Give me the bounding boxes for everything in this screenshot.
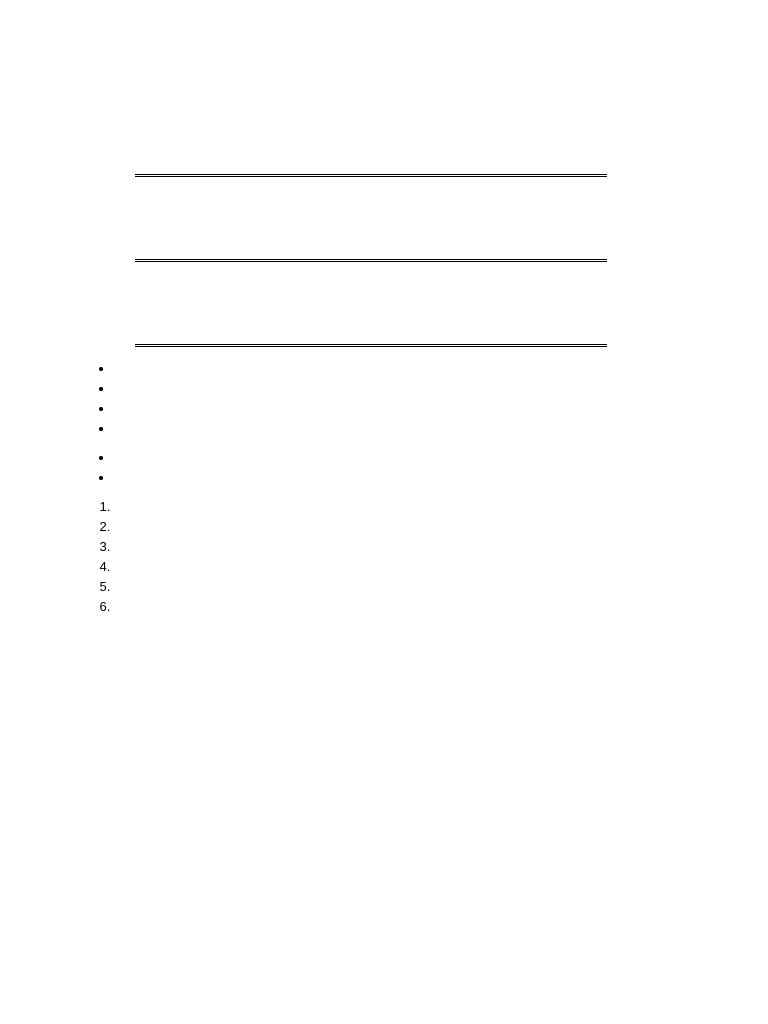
applicability-bullet: [114, 379, 680, 398]
divider-rule: [135, 259, 607, 262]
corollary-item: [114, 517, 680, 536]
corollary-item: [114, 577, 680, 596]
divider-rule: [135, 174, 607, 177]
sequence-cell: [489, 98, 607, 172]
sequence-cell: [253, 268, 371, 342]
applicability-bullet: [114, 359, 680, 378]
sequence-cell: [371, 98, 489, 172]
section-corollaries: [90, 497, 680, 616]
divider-rule: [135, 344, 607, 347]
sequence-cell: [253, 183, 371, 257]
applicability-bullet-list: [90, 359, 680, 438]
sequence-cell: [135, 268, 253, 342]
sequence-cell: [253, 98, 371, 172]
section-applicability: [90, 98, 680, 438]
corollary-list: [90, 497, 680, 616]
corollary-item: [114, 497, 680, 516]
sequence-cell: [135, 183, 253, 257]
applicability-bullet: [114, 399, 680, 418]
basic-agreement-bullet: [114, 448, 680, 467]
sequence-cell: [371, 183, 489, 257]
corollary-item: [114, 597, 680, 616]
corollary-item: [114, 557, 680, 576]
applicability-bullet: [114, 419, 680, 438]
sequence-cell: [489, 183, 607, 257]
basic-agreement-bullet-list: [90, 448, 680, 487]
sequence-grid: [135, 98, 607, 353]
section-basic-agreement: [90, 448, 680, 487]
basic-agreement-bullet: [114, 468, 680, 487]
sequence-cell: [135, 98, 253, 172]
corollary-item: [114, 537, 680, 556]
